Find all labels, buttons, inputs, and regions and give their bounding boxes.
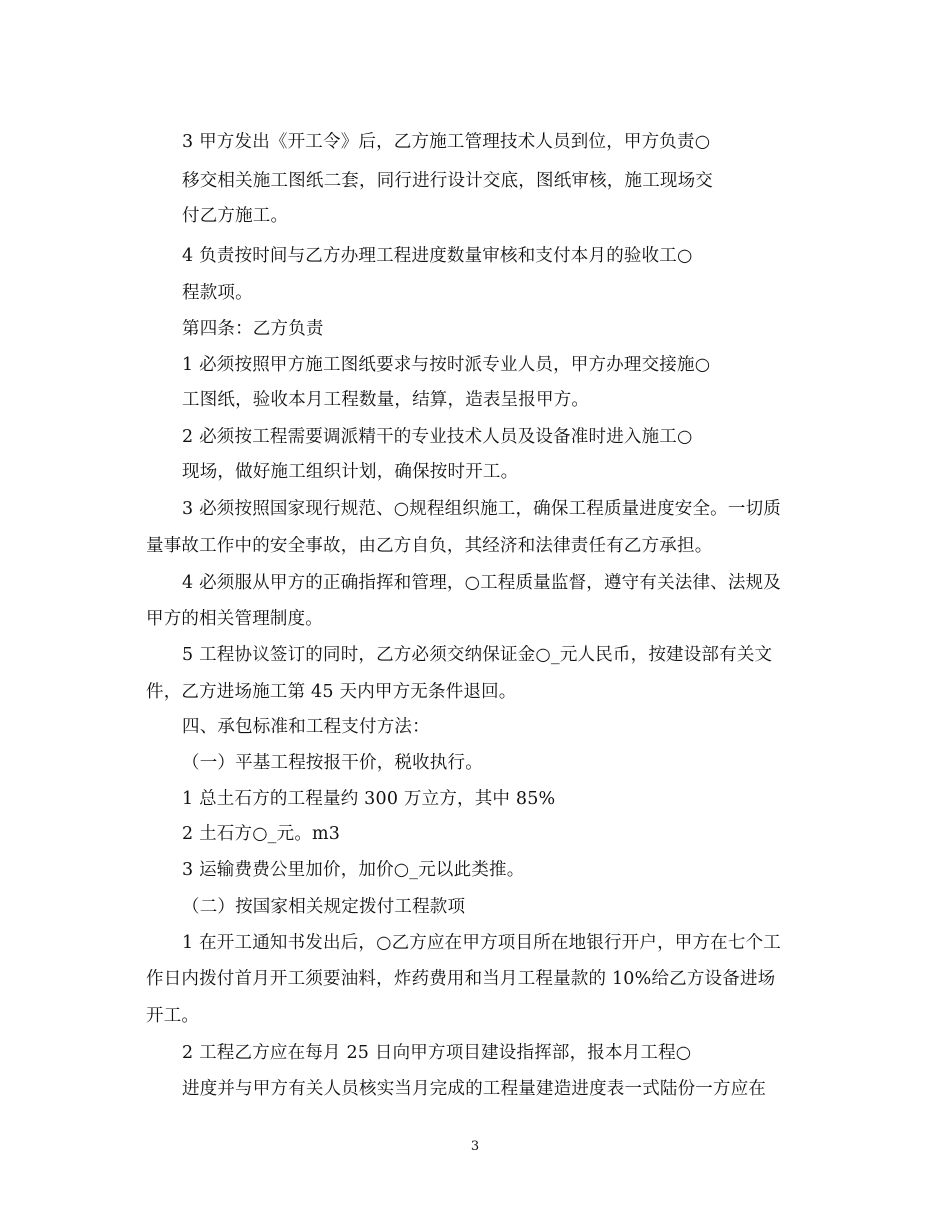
text-line: 3 运输费费公里加价，加价○_元以此类推。 xyxy=(182,860,525,880)
text-line: 1 总土石方的工程量约 300 万立方，其中 85% xyxy=(182,789,556,809)
text-line: 作日内拨付首月开工须要油料，炸药费用和当月工程量款的 10%给乙方设备进场 xyxy=(146,969,776,989)
page-number: 3 xyxy=(470,1139,480,1154)
text-line: 付乙方施工。 xyxy=(182,206,289,226)
text-line: 工图纸，验收本月工程数量，结算，造表呈报甲方。 xyxy=(182,390,590,410)
text-line: 5 工程协议签订的同时，乙方必须交纳保证金○_元人民币，按建设部有关文 xyxy=(182,645,773,665)
text-line: 现场，做好施工组织计划，确保按时开工。 xyxy=(182,462,519,482)
text-line: 3 必须按照国家现行规范、○规程组织施工，确保工程质量进度安全。一切质 xyxy=(182,499,781,519)
text-line: 1 必须按照甲方施工图纸要求与按时派专业人员，甲方办理交接施○ xyxy=(182,355,711,375)
text-line: 3 甲方发出《开工令》后，乙方施工管理技术人员到位，甲方负责○ xyxy=(182,132,711,152)
text-line: 程款项。 xyxy=(182,283,253,303)
text-line: 4 负责按时间与乙方办理工程进度数量审核和支付本月的验收工○ xyxy=(182,246,693,266)
text-line: 移交相关施工图纸二套，同行进行设计交底，图纸审核，施工现场交 xyxy=(182,171,713,191)
text-line: 2 土石方○_元。m3 xyxy=(182,824,341,844)
text-line: 2 必须按工程需要调派精干的专业技术人员及设备准时进入施工○ xyxy=(182,427,693,447)
text-line: 4 必须服从甲方的正确指挥和管理，○工程质量监督，遵守有关法律、法规及 xyxy=(182,573,781,593)
text-line: 量事故工作中的安全事故，由乙方自负，其经济和法律责任有乙方承担。 xyxy=(146,536,713,556)
section-heading: 四、承包标准和工程支付方法： xyxy=(182,717,430,737)
text-line: 件，乙方进场施工第 45 天内甲方无条件退回。 xyxy=(146,682,517,702)
text-line: 1 在开工通知书发出后，○乙方应在甲方项目所在地银行开户，甲方在七个工 xyxy=(182,933,781,953)
section-heading: 第四条：乙方负责 xyxy=(182,319,324,339)
text-line: 进度并与甲方有关人员核实当月完成的工程量建造进度表一式陆份一方应在 xyxy=(182,1079,767,1099)
text-line: （一）平基工程按报干价，税收执行。 xyxy=(182,753,483,773)
text-line: 2 工程乙方应在每月 25 日向甲方项目建设指挥部，报本月工程○ xyxy=(182,1043,692,1063)
text-line: （二）按国家相关规定拨付工程款项 xyxy=(182,897,466,917)
text-line: 开工。 xyxy=(146,1006,200,1026)
text-line: 甲方的相关管理制度。 xyxy=(146,609,323,629)
